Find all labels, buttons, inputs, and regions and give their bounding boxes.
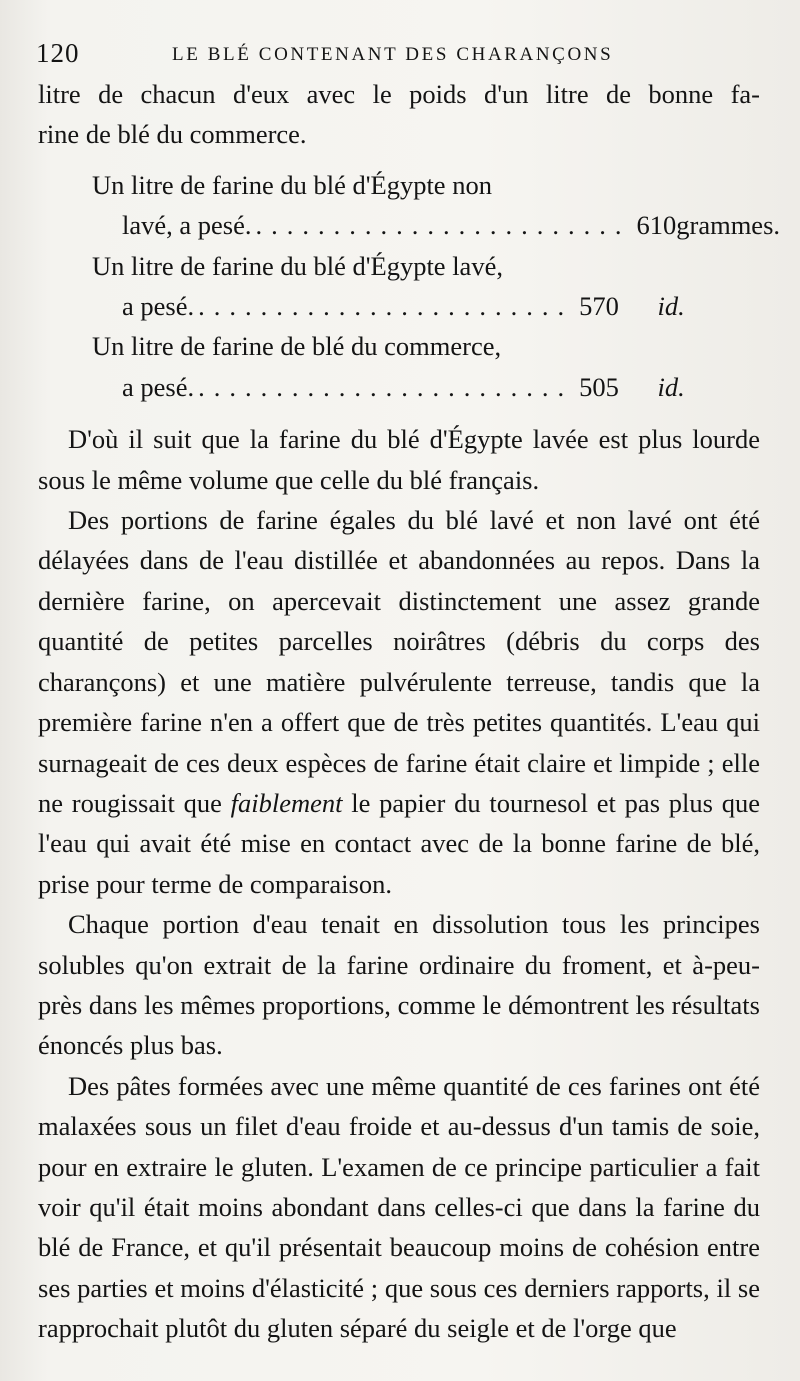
dot-leader: ........................	[255, 210, 631, 241]
paragraph: Des pâtes formées avec une même quantité de ces farines ont été malaxées sous un filet d'eau froide et au-dessus d'un tamis de soie, pour en extraire le gluten. L'examen de ce principe particulier a fait voir qu'il était moins abondant dans celles-ci que dans la farine du blé de France, et qu'il présentait beaucoup moins de cohésion entre ses parties et moins d'élasticité ; que sous ces derniers rapports, il se rapprochait plutôt du gluten séparé du seigle et de l'orge que	[38, 1070, 760, 1344]
measurement-label: lavé, a pesé.	[122, 210, 252, 241]
page-header	[32, 38, 772, 72]
dot-leader: ........................	[198, 291, 574, 322]
opening-line-2: rine de blé du commerce.	[38, 119, 307, 150]
body-text	[38, 74, 781, 1349]
emphasized-word: faiblement	[230, 787, 343, 818]
measurement-entry	[38, 326, 760, 407]
measurement-unit: id.	[657, 371, 685, 402]
measurement-label: a pesé.	[122, 371, 195, 402]
paragraph: Chaque portion d'eau tenait en dissolution tous les principes solubles qu'on extrait de la farine ordinaire du froment, et à-peu-près dans les mêmes proportions, comme le démontrent les résultats énoncés plus bas.	[38, 909, 760, 1061]
measurement-value: 570	[579, 291, 619, 322]
measurement-unit: id.	[657, 291, 685, 322]
paragraph-text: Des portions de farine égales du blé lavé et non lavé ont été délayées dans de l'eau distillée et abandonnées au repos. Dans la dernière farine, on apercevait distinctement une assez grande quantité de petites parcelles noirâtres (débris du corps des charançons) et une matière pulvérulente terreuse, tandis que la première farine n'en a offert que de très petites quantités. L'eau qui surnageait de ces deux espèces de farine était claire et limpide ; elle ne rougissait que	[38, 505, 760, 818]
dot-leader: ........................	[198, 371, 574, 402]
measurement-unit: grammes.	[676, 210, 781, 241]
measurement-description: Un litre de farine de blé du commerce,	[92, 331, 502, 362]
measurement-entry	[38, 165, 781, 246]
paragraph	[38, 500, 760, 904]
paragraph-text: le papier du tournesol et pas plus que l'eau qui avait été mise en contact avec de la bonne farine de blé, prise pour terme de comparaison.	[38, 787, 760, 899]
measurement-description: Un litre de farine du blé d'Égypte non	[92, 169, 492, 200]
measurement-value: 505	[579, 371, 619, 402]
paragraph: D'où il suit que la farine du blé d'Égypte lavée est plus lourde sous le même volume que celle du blé français.	[38, 424, 760, 495]
opening-line-1: litre de chacun d'eux avec le poids d'un litre de bonne fa-	[38, 79, 760, 109]
measurement-value: 610	[636, 210, 677, 241]
measurement-list	[38, 165, 781, 407]
running-title: LE BLÉ CONTENANT DES CHARANÇONS	[172, 44, 614, 65]
page-number: 120	[36, 38, 80, 68]
measurement-description: Un litre de farine du blé d'Égypte lavé,	[92, 250, 503, 281]
measurement-label: a pesé.	[122, 291, 195, 322]
measurement-entry	[38, 246, 760, 327]
